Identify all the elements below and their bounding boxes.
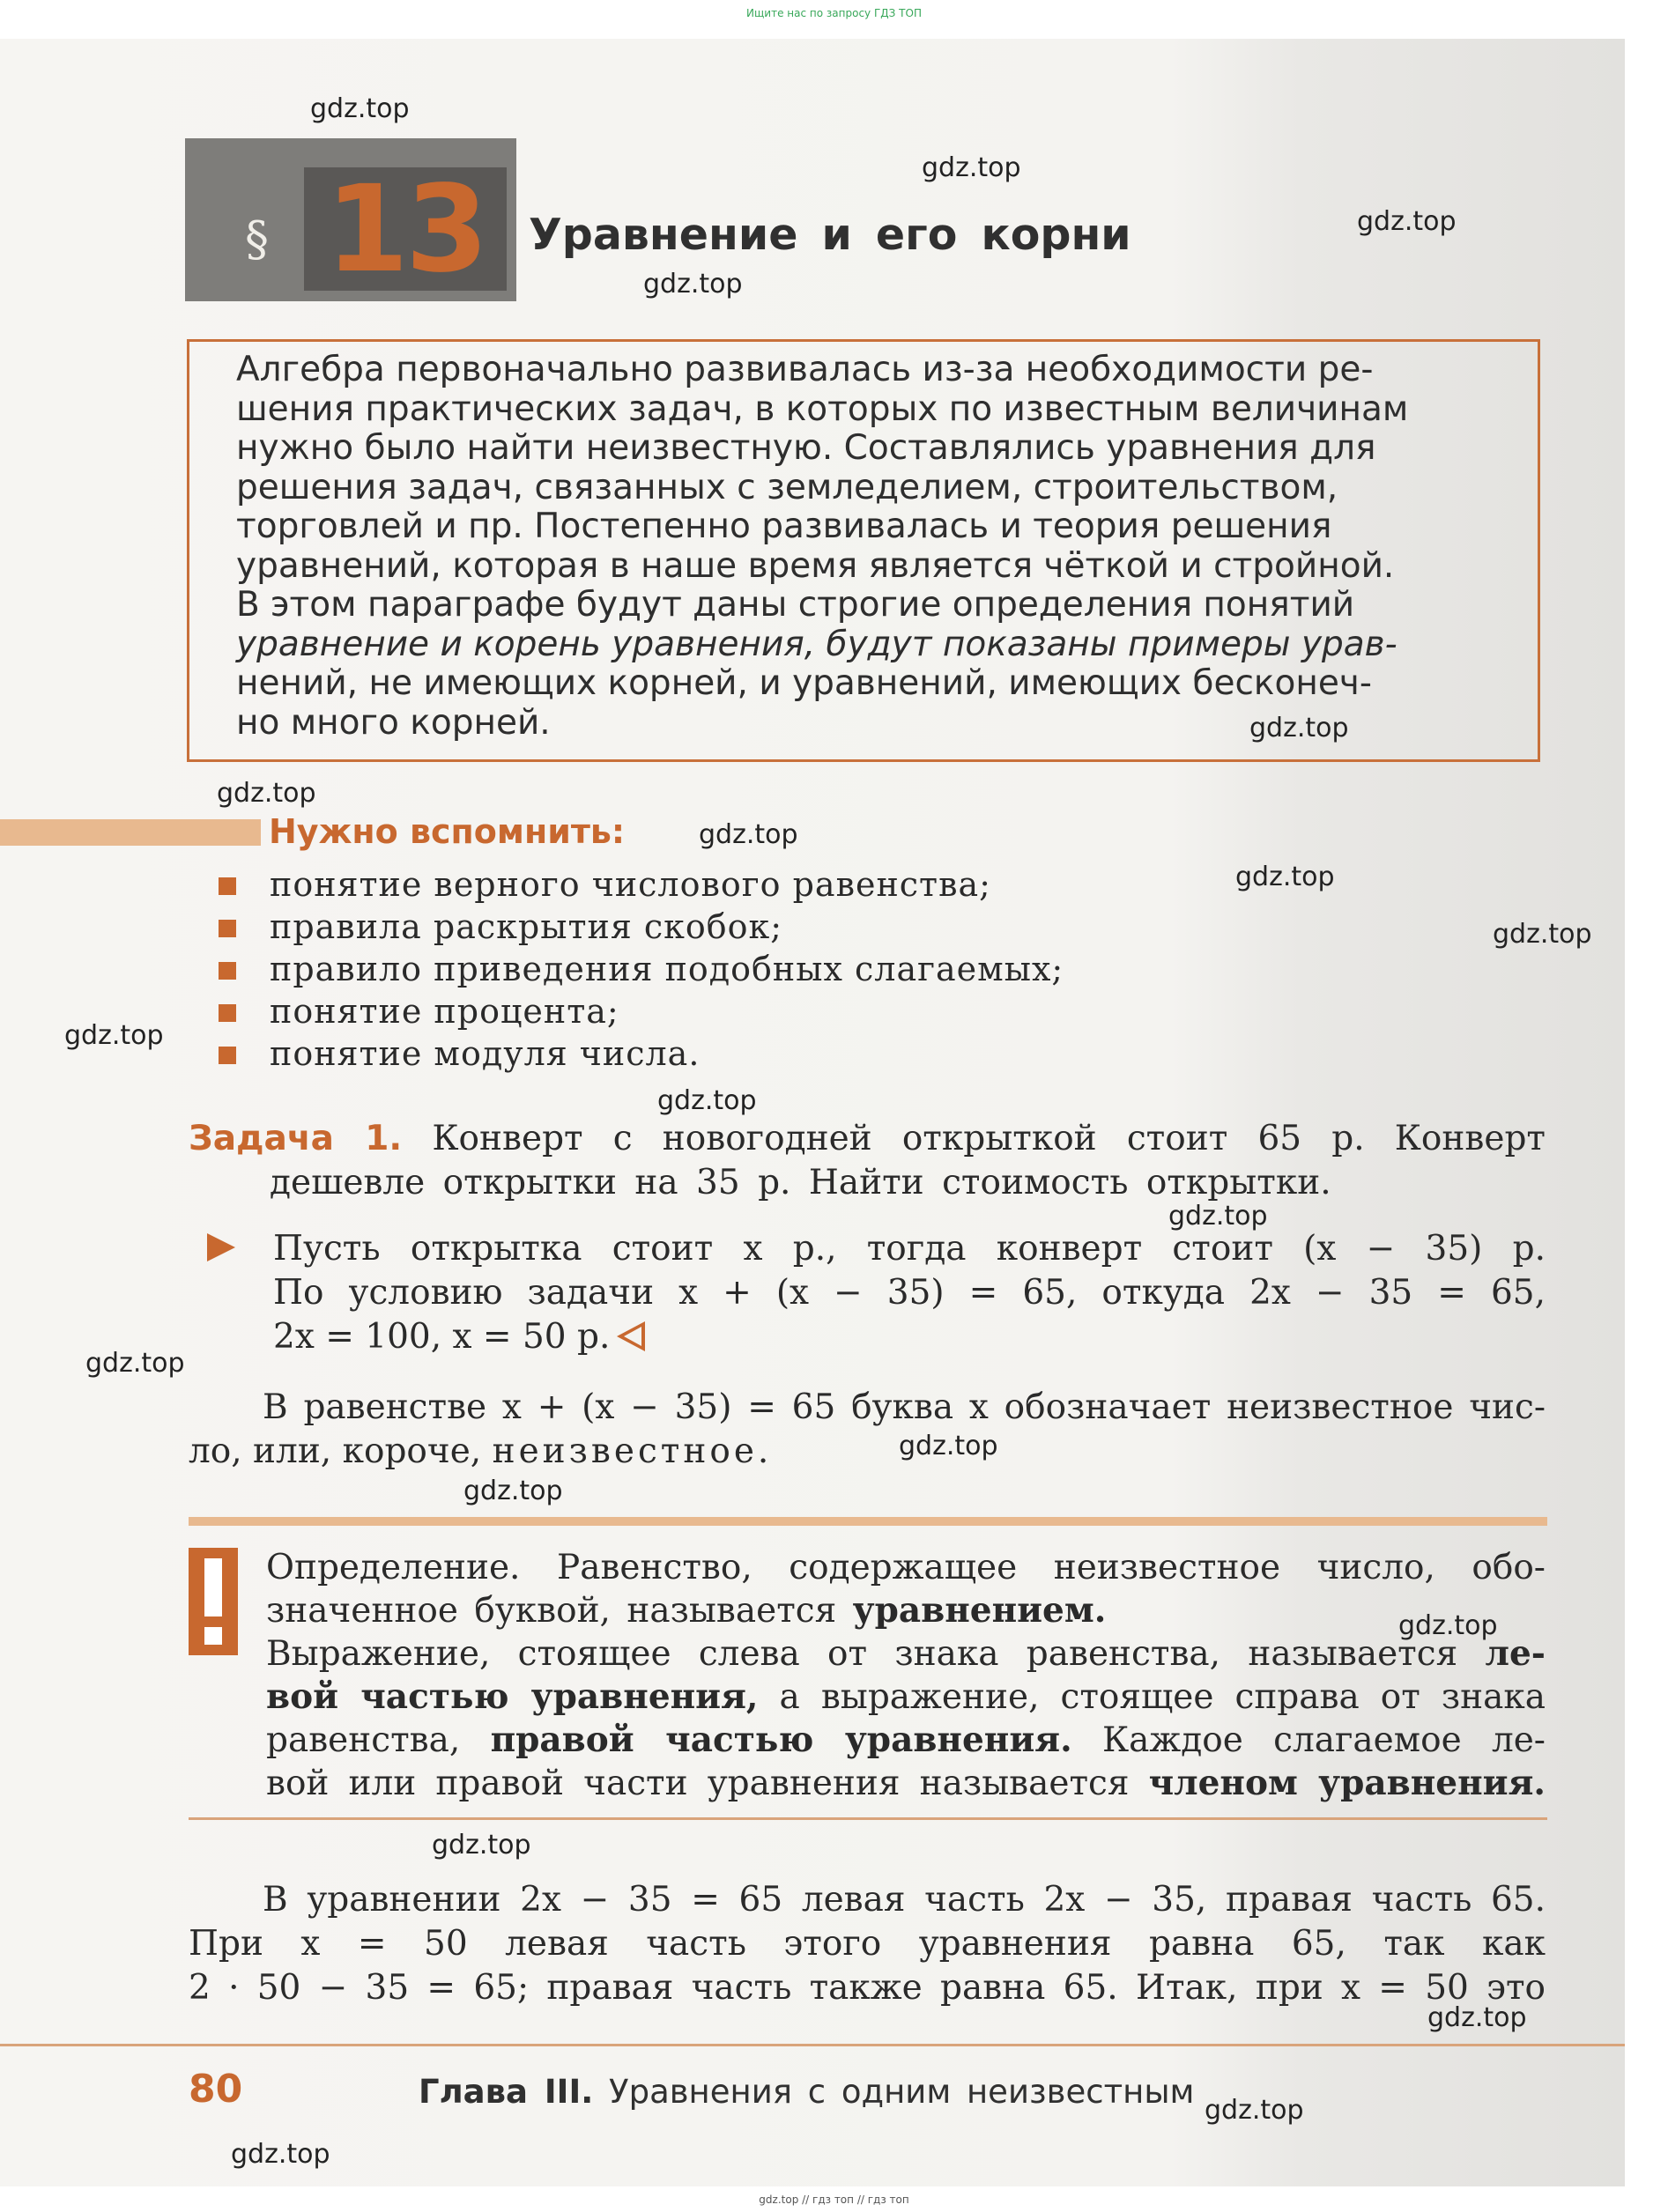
task-line: Задача 1. Конверт с новогодней открыткой стоит 65 р. Конверт	[189, 1119, 1546, 1158]
definition-line: Определение. Равенство, содержащее неизвестное число, обо-	[266, 1548, 1546, 1587]
definition-line: вой частью уравнения, а выражение, стоящее справа от знака	[266, 1676, 1546, 1717]
watermark: gdz.top	[922, 152, 1021, 183]
definition-top-rule	[189, 1517, 1547, 1526]
task-1	[189, 1117, 1546, 1205]
definition	[266, 1546, 1546, 1805]
watermark: gdz.top	[699, 819, 798, 850]
intro-line: торговлей и пр. Постепенно развивалась и теория решения	[236, 507, 1332, 546]
watermark: gdz.top	[1168, 1201, 1268, 1232]
solution-line: 2x = 100, x = 50 р.	[273, 1315, 1546, 1359]
exclamation-icon	[189, 1548, 238, 1655]
remember-title: Нужно вспомнить:	[269, 812, 626, 851]
watermark: gdz.top	[85, 1348, 185, 1379]
paragraph-number: 13	[325, 160, 486, 300]
watermark: gdz.top	[217, 778, 316, 809]
watermark: gdz.top	[64, 1020, 164, 1051]
bottom-note: gdz.top // гдз топ // гдз топ	[759, 2194, 909, 2206]
intro-text	[236, 351, 1493, 743]
intro-line: нужно было найти неизвестную. Составлялись уравнения для	[236, 428, 1376, 468]
watermark: gdz.top	[463, 1476, 563, 1506]
definition-line: вой или правой части уравнения называется членом уравнения.	[266, 1763, 1546, 1803]
equation-note-line: ло, или, короче, неизвестное.	[189, 1432, 773, 1471]
top-note: Ищите нас по запросу ГДЗ ТОП	[746, 7, 922, 19]
task-label: Задача 1.	[189, 1119, 403, 1158]
remember-bar	[0, 819, 261, 846]
definition-bottom-rule	[189, 1817, 1547, 1820]
page-title: Уравнение и его корни	[529, 210, 1131, 260]
bullet-square-icon	[219, 962, 236, 980]
watermark: gdz.top	[1205, 2095, 1304, 2126]
bullet-square-icon	[219, 920, 236, 937]
watermark: gdz.top	[657, 1085, 757, 1116]
intro-line: Алгебра первоначально развивалась из-за необходимости ре-	[236, 350, 1374, 389]
bullet-square-icon	[219, 1047, 236, 1064]
definition-line: Выражение, стоящее слева от знака равенства, называется ле-	[266, 1633, 1546, 1674]
watermark: gdz.top	[1398, 1610, 1498, 1641]
definition-line: равенства, правой частью уравнения. Каждое слагаемое ле-	[266, 1720, 1546, 1760]
intro-line: шения практических задач, в которых по известным величинам	[236, 388, 1409, 429]
watermark: gdz.top	[231, 2139, 330, 2170]
footer-rule	[0, 2044, 1625, 2046]
watermark: gdz.top	[432, 1830, 531, 1861]
definition-line: значенное буквой, называется уравнением.	[266, 1590, 1107, 1631]
chapter-title: Глава III. Уравнения с одним неизвестным	[419, 2073, 1195, 2111]
equation-note	[189, 1386, 1546, 1474]
page-number: 80	[189, 2067, 243, 2112]
solution-end-triangle-icon	[617, 1321, 645, 1351]
watermark: gdz.top	[1493, 919, 1592, 950]
task-line: дешевле открытки на 35 р. Найти стоимость открытки.	[270, 1163, 1331, 1202]
solution-line: По условию задачи x + (x − 35) = 65, откуда 2x − 35 = 65,	[273, 1273, 1546, 1313]
intro-line: решения задач, связанных с земледелием, строительством,	[236, 467, 1338, 507]
intro-line: уравнений, которая в наше время является чёткой и стройной.	[236, 545, 1395, 586]
example-line: В уравнении 2x − 35 = 65 левая часть 2x − 35, правая часть 65.	[263, 1880, 1546, 1920]
equation-note-line: В равенстве x + (x − 35) = 65 буква x обозначает неизвестное чис-	[263, 1387, 1546, 1427]
watermark: gdz.top	[643, 269, 743, 300]
watermark: gdz.top	[1235, 862, 1335, 892]
watermark: gdz.top	[1249, 713, 1349, 743]
solution-line: Пусть открытка стоит x р., тогда конверт стоит (x − 35) р.	[273, 1229, 1546, 1269]
bullet-square-icon	[219, 877, 236, 895]
intro-line: В этом параграфе будут даны строгие определения понятий	[236, 585, 1355, 625]
watermark: gdz.top	[310, 93, 410, 124]
watermark: gdz.top	[1357, 206, 1457, 237]
example-text	[189, 1878, 1546, 2010]
solution-start-arrow-icon	[207, 1233, 235, 1261]
intro-line: нений, не имеющих корней, и уравнений, имеющих бесконеч-	[236, 663, 1372, 703]
intro-line: но много корней.	[236, 702, 551, 743]
intro-line: уравнение и корень уравнения, будут показаны примеры урав-	[236, 624, 1397, 664]
paragraph-sign: §	[245, 211, 269, 267]
watermark: gdz.top	[1427, 2002, 1527, 2033]
watermark: gdz.top	[899, 1431, 998, 1461]
bullet-square-icon	[219, 1004, 236, 1022]
solution	[273, 1227, 1546, 1359]
example-line: 2 · 50 − 35 = 65; правая часть также равна 65. Итак, при x = 50 это	[189, 1968, 1546, 2008]
example-line: При x = 50 левая часть этого уравнения равна 65, так как	[189, 1924, 1546, 1964]
